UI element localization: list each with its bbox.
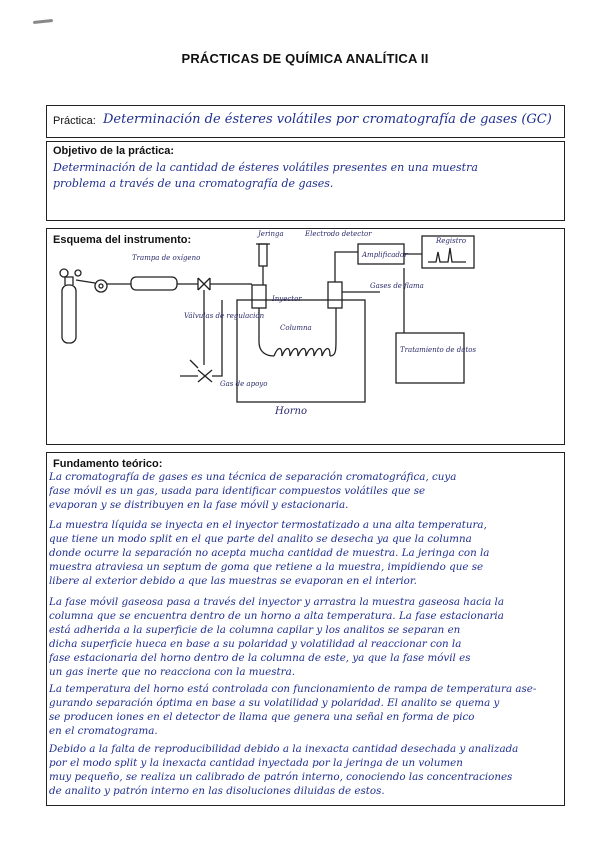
- detector-electrode-label: Electrodo detector: [305, 230, 372, 238]
- fundamento-line: se producen iones en el detector de llama que genera una señal en forma de pico: [49, 711, 475, 723]
- fundamento-line: un gas inerte que no reacciona con la muestra.: [49, 666, 296, 678]
- valves-label: Válvulas de regulación: [184, 312, 265, 320]
- fundamento-line: La muestra líquida se inyecta en el inyector termostatizado a una alta temperatura,: [49, 519, 487, 531]
- support-gas-label: Gas de apoyo: [220, 380, 268, 388]
- fundamento-label: Fundamento teórico:: [53, 458, 163, 470]
- staple-mark: [33, 19, 53, 24]
- scheme-label: Esquema del instrumento:: [53, 234, 192, 246]
- objective-line: problema a través de una cromatografía de gases.: [53, 177, 334, 190]
- practice-value: Determinación de ésteres volátiles por cromatografía de gases (GC): [103, 112, 552, 127]
- injector-label: Inyector: [272, 295, 302, 303]
- fundamento-line: dicha superficie hueca en base a su polaridad y volatilidad al reaccionar con la: [49, 638, 462, 650]
- fundamento-line: La temperatura del horno está controlada con funcionamiento de rampa de temperatura ase-: [49, 683, 537, 695]
- objective-label: Objetivo de la práctica:: [53, 145, 175, 157]
- fundamento-line: La cromatografía de gases es una técnica de separación cromatográfica, cuya: [49, 471, 457, 483]
- fundamento-line: donde ocurre la separación no acepta mucha cantidad de muestra. La jeringa con la: [49, 547, 490, 559]
- fundamento-line: Debido a la falta de reproducibilidad debido a la inexacta cantidad desechada y analizada: [49, 743, 519, 755]
- practice-label: Práctica:: [53, 115, 96, 127]
- fundamento-line: fase móvil es un gas, usada para identificar compuestos volátiles que se: [49, 485, 426, 497]
- amplifier-label: Amplificador: [362, 251, 408, 259]
- scheme-box: [46, 228, 565, 445]
- fundamento-line: muy pequeño, se realiza un calibrado de patrón interno, conociendo las concentraciones: [49, 771, 513, 783]
- objective-line: Determinación de la cantidad de ésteres volátiles presentes en una muestra: [53, 161, 478, 174]
- fundamento-line: evaporan y se distribuyen en la fase móvil y estacionaria.: [49, 499, 349, 511]
- fundamento-line: muestra atraviesa un septum de goma que retiene a la muestra, impidiendo que se: [49, 561, 484, 573]
- fundamento-line: en el cromatograma.: [49, 725, 158, 737]
- fundamento-line: por el modo split y la inexacta cantidad inyectada por la jeringa de un volumen: [49, 757, 463, 769]
- oven-label: Horno: [275, 406, 307, 417]
- fundamento-line: libere al exterior debido a que las muestras se evaporan en el interior.: [49, 575, 417, 587]
- fundamento-line: que tiene un modo split en el que parte del analito se desecha ya que la columna: [49, 533, 472, 545]
- fundamento-line: de analito y patrón interno en las disoluciones diluidas de estos.: [49, 785, 385, 797]
- column-label: Columna: [280, 324, 312, 332]
- oxygen-trap-label: Trampa de oxígeno: [132, 254, 201, 262]
- syringe-label: Jeringa: [258, 230, 284, 238]
- flame-gases-label: Gases de flama: [370, 282, 424, 290]
- page-title: PRÁCTICAS DE QUÍMICA ANALÍTICA II: [181, 51, 429, 66]
- fundamento-line: gurando separación óptima en base a su volatilidad y polaridad. El analito se quema y: [49, 697, 500, 709]
- fundamento-line: fase estacionaria del horno dentro de la columna de este, ya que la fase móvil es: [49, 652, 471, 664]
- data-treatment-label: Tratamiento de datos: [400, 346, 477, 354]
- recorder-label: Registro: [436, 237, 467, 245]
- fundamento-line: La fase móvil gaseosa pasa a través del inyector y arrastra la muestra gaseosa hacia la: [49, 596, 504, 608]
- fundamento-line: columna que se encuentra dentro de un horno a alta temperatura. La fase estacionaria: [49, 610, 504, 622]
- fundamento-line: está adherida a la superficie de la columna capilar y los analitos se separan en: [49, 624, 461, 636]
